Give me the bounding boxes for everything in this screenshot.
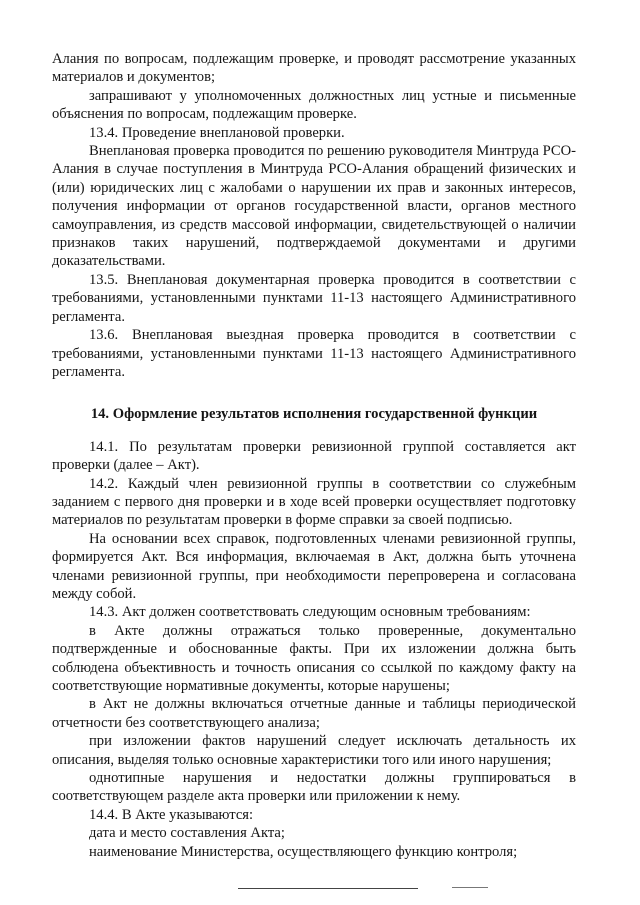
section-13-continuation: [52, 50, 576, 381]
section-14-body: [52, 438, 576, 861]
paragraph: 13.6. Внеплановая выездная проверка проводится в соответствии с требованиями, установленными пунктами 11-13 настоящего Административного регламента.: [52, 327, 576, 380]
paragraph: 14.3. Акт должен соответствовать следующим основным требованиям:: [89, 604, 531, 621]
document-page: [52, 50, 576, 861]
paragraph: в Акте должны отражаться только проверенные, документально подтвержденные и обоснованные факты. При их изложении должна быть соблюдена объективность и точность описания со ссылкой по каждому факту на соответствующие нормативные документы, которые нарушены;: [52, 622, 576, 694]
footer-rule: [238, 888, 418, 889]
paragraph: 13.5. Внеплановая документарная проверка проводится в соответствии с требованиями, установленными пунктами 11-13 настоящего Административного регламента.: [52, 271, 576, 325]
paragraph: в Акт не должны включаться отчетные данные и таблицы периодической отчетности без соответствующего анализа;: [52, 696, 576, 731]
paragraph: 14.1. По результатам проверки ревизионной группой составляется акт проверки (далее – Акт).: [52, 438, 576, 474]
paragraph: 13.4. Проведение внеплановой проверки.: [89, 124, 345, 141]
paragraph: наименование Министерства, осуществляющего функцию контроля;: [89, 843, 518, 860]
paragraph: Внеплановая проверка проводится по решению руководителя Минтруда РСО-Алания в случае поступления в Минтруда РСО-Алания обращений физических и (или) юридических лиц с жалобами о нарушении их прав и законных интересов, получения информации от органов государственной власти, органов местного самоуправления, из средств массовой информации, свидетельствующей о наличии признаков таких нарушений, подтверждаемой документами и другими доказательствами.: [52, 143, 576, 270]
paragraph: 14.4. В Акте указываются:: [89, 806, 254, 823]
paragraph: при изложении фактов нарушений следует исключать детальность их описания, выделяя только основные характеристики того или иного нарушения;: [52, 733, 576, 768]
paragraph: 14.2. Каждый член ревизионной группы в соответствии со служебным заданием с первого дня проверки и в ходе всей проверки осуществляет подготовку материалов по результатам проверки в форме справки за своей подписью.: [52, 475, 576, 529]
paragraph: запрашивают у уполномоченных должностных лиц устные и письменные объяснения по вопросам, подлежащим проверке.: [52, 87, 576, 123]
paragraph: На основании всех справок, подготовленных членами ревизионной группы, формируется Акт. Вся информация, включаемая в Акт, должна быть уточнена членами ревизионной группы, при необходимости перепроверена и согласована между собой.: [52, 530, 576, 602]
paragraph: дата и место составления Акта;: [89, 825, 285, 842]
paragraph: Алания по вопросам, подлежащим проверке, и проводят рассмотрение указанных материалов и документов;: [52, 51, 576, 86]
paragraph: однотипные нарушения и недостатки должны группироваться в соответствующем разделе акта проверки или приложении к нему.: [52, 770, 576, 805]
section-14-heading: 14. Оформление результатов исполнения государственной функции: [90, 406, 538, 423]
footer-rule-short: [452, 887, 488, 888]
